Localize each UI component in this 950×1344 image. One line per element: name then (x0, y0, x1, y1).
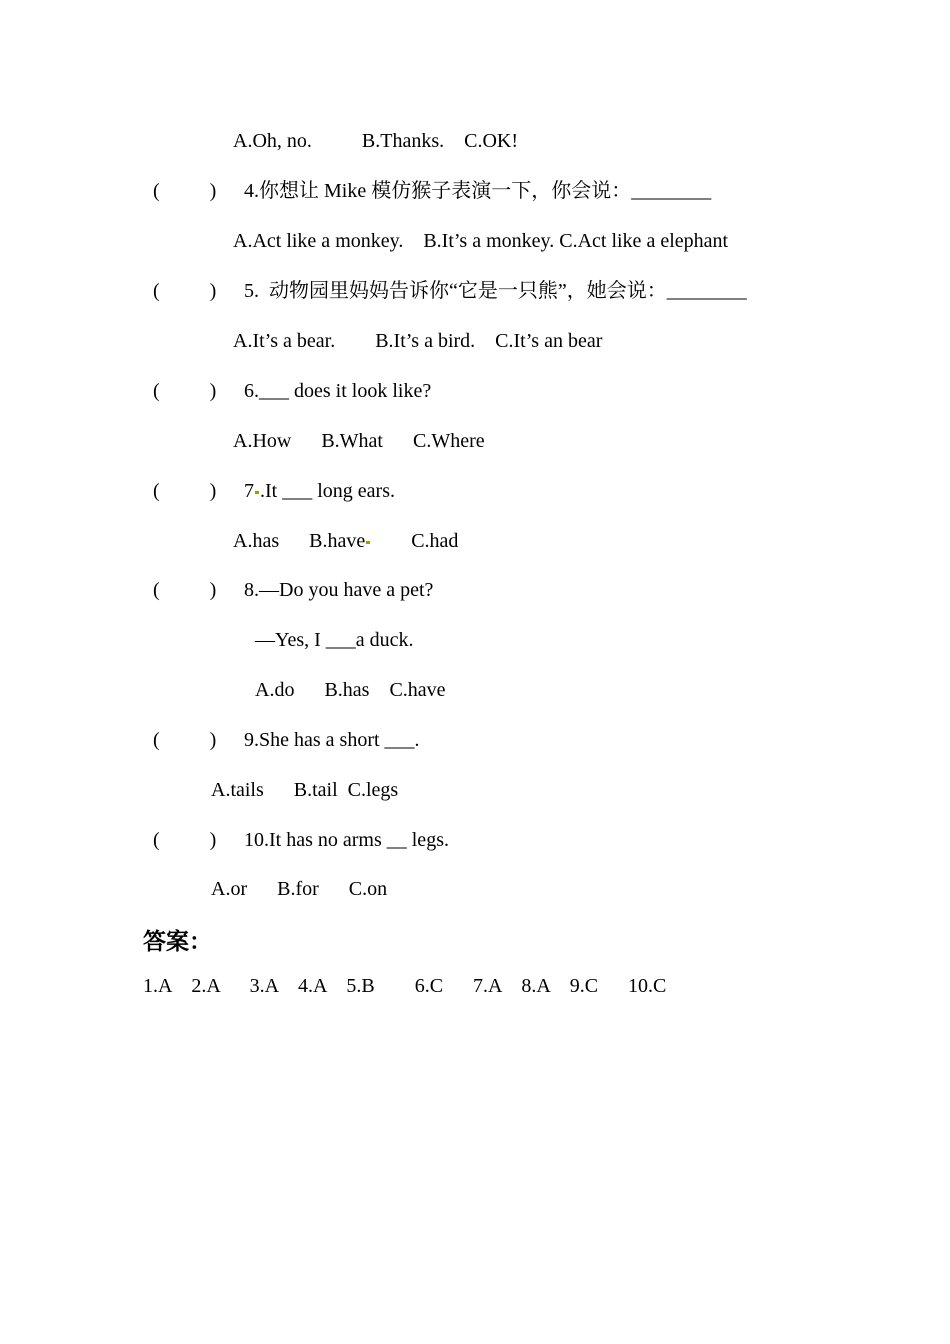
q6-text: 6.___ does it look like? (244, 380, 432, 402)
answer-key: 1.A 2.A 3.A 4.A 5.B 6.C 7.A 8.A 9.C 10.C (143, 975, 667, 997)
q5-answer-blank: ( ) (153, 280, 217, 302)
q9-text: 9.She has a short ___. (244, 729, 420, 751)
q4-text: 4.你想让 Mike 模仿猴子表演一下，你会说：________ (244, 180, 712, 202)
q6-answer-blank: ( ) (153, 380, 217, 402)
q3-options: A.Oh, no. B.Thanks. C.OK! (233, 130, 518, 152)
q6-options: A.How B.What C.Where (233, 430, 485, 452)
q10-text: 10.It has no arms __ legs. (244, 829, 449, 851)
q10-options: A.or B.for C.on (211, 878, 388, 900)
highlight-mark (366, 541, 370, 544)
q5-options: A.It’s a bear. B.It’s a bird. C.It’s an bear (233, 330, 603, 352)
q4-options: A.Act like a monkey. B.It’s a monkey. C.Act like a elephant (233, 230, 729, 252)
q8-reply: —Yes, I ___a duck. (255, 629, 414, 651)
q7-options-ab: A.has B.have (233, 530, 366, 552)
q4-answer-blank: ( ) (153, 180, 217, 202)
q7-options (233, 529, 458, 553)
q9-answer-blank: ( ) (153, 729, 217, 751)
q10-answer-blank: ( ) (153, 829, 217, 851)
q7-sentence: .It ___ long ears. (260, 480, 395, 502)
q9-options: A.tails B.tail C.legs (211, 779, 399, 801)
q7-text (244, 479, 395, 503)
q7-number: 7 (244, 480, 254, 502)
highlight-mark (255, 491, 259, 494)
q7-answer-blank: ( ) (153, 480, 217, 502)
q8-text: 8.—Do you have a pet? (244, 579, 434, 601)
q8-options: A.do B.has C.have (255, 679, 446, 701)
answer-heading: 答案： (143, 929, 212, 955)
q8-answer-blank: ( ) (153, 579, 217, 601)
q7-options-c: C.had (371, 530, 459, 552)
q5-text: 5. 动物园里妈妈告诉你“它是一只熊”，她会说：________ (244, 280, 747, 302)
